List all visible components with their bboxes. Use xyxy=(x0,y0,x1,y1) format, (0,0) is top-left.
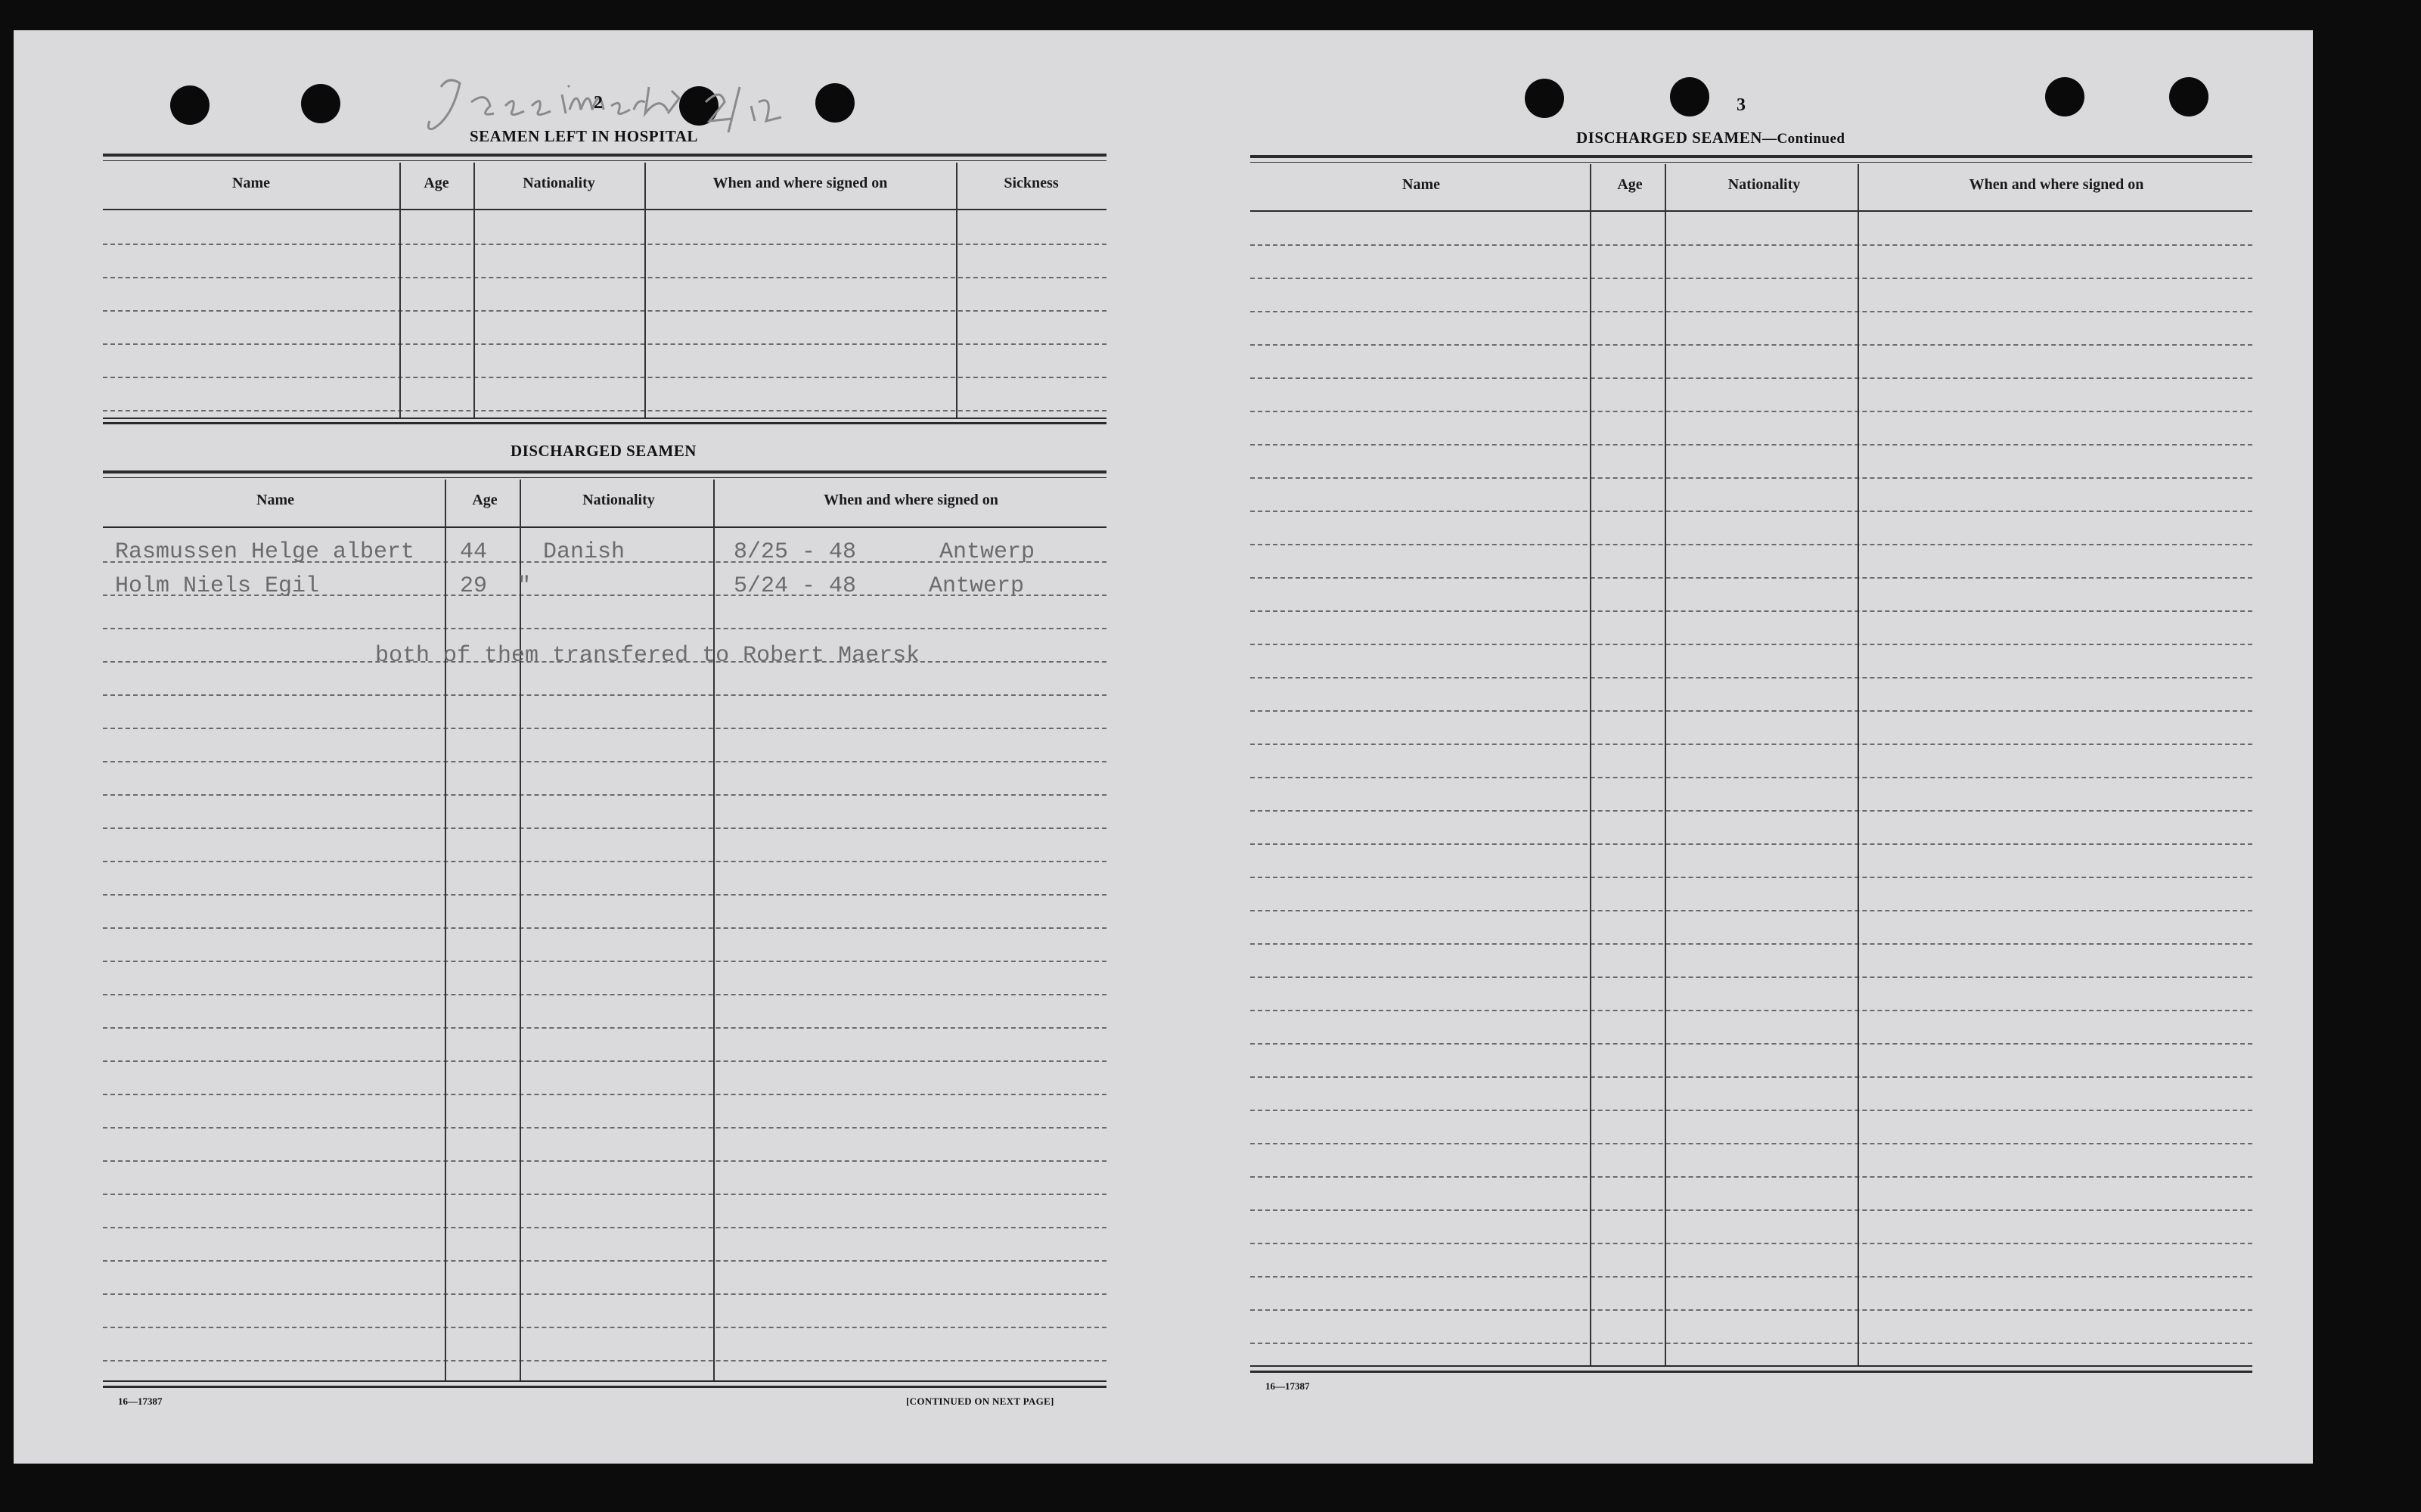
dotted-line xyxy=(1250,877,2252,878)
dotted-line xyxy=(1250,1010,2252,1011)
dotted-line xyxy=(103,1360,1107,1361)
dotted-line xyxy=(1250,377,2252,379)
rule xyxy=(1250,1371,2252,1373)
continued-col-name: Name xyxy=(1402,176,1440,193)
dotted-line xyxy=(103,894,1107,896)
seaman-1-date: 8/25 - 48 xyxy=(734,539,857,565)
column-divider xyxy=(445,480,446,1380)
punch-hole xyxy=(2169,77,2208,116)
dotted-line xyxy=(1250,1110,2252,1111)
discharged-section-title: DISCHARGED SEAMEN xyxy=(511,442,697,460)
dotted-line xyxy=(103,994,1107,995)
dotted-line xyxy=(1250,344,2252,346)
discharged-continued-title xyxy=(1576,129,1845,147)
punch-hole xyxy=(1670,77,1709,116)
seaman-1-age: 44 xyxy=(460,539,488,565)
rule xyxy=(103,160,1107,161)
rule xyxy=(103,470,1107,473)
column-divider xyxy=(399,163,401,418)
dotted-line xyxy=(103,761,1107,762)
dotted-line xyxy=(1250,744,2252,745)
dotted-line xyxy=(103,1227,1107,1228)
dotted-line xyxy=(1250,1076,2252,1078)
seaman-2-place: Antwerp xyxy=(929,573,1025,599)
dotted-line xyxy=(103,861,1107,862)
rule xyxy=(103,418,1107,419)
dotted-line xyxy=(1250,1343,2252,1344)
form-number-right: 16—17387 xyxy=(1265,1380,1310,1392)
dotted-line xyxy=(1250,710,2252,712)
form-number-left: 16—17387 xyxy=(118,1396,163,1407)
seaman-2-age: 29 xyxy=(460,573,488,599)
dotted-line xyxy=(1250,843,2252,845)
dotted-line xyxy=(1250,577,2252,579)
dotted-line xyxy=(1250,810,2252,812)
dotted-line xyxy=(103,961,1107,962)
dotted-line xyxy=(1250,1143,2252,1144)
discharged-col-age: Age xyxy=(472,492,498,508)
dotted-line xyxy=(103,1127,1107,1129)
rule xyxy=(1250,155,2252,158)
seaman-2-name: Holm Niels Egil xyxy=(115,573,320,599)
page-number-left: 2 xyxy=(594,93,603,113)
rule xyxy=(1250,1365,2252,1367)
dotted-line xyxy=(1250,943,2252,945)
punch-hole xyxy=(301,84,340,123)
transfer-note: both of them transfered to Robert Maersk xyxy=(375,643,920,669)
dotted-line xyxy=(1250,677,2252,678)
rule xyxy=(1250,210,2252,212)
rule xyxy=(1250,162,2252,163)
seaman-1-place: Antwerp xyxy=(939,539,1035,565)
continued-suffix: —Continued xyxy=(1761,131,1845,147)
dotted-line xyxy=(1250,610,2252,612)
column-divider xyxy=(473,163,475,418)
column-divider xyxy=(956,163,958,418)
dotted-line xyxy=(1250,544,2252,545)
discharged-continued-title-main: DISCHARGED SEAMEN xyxy=(1576,129,1762,147)
column-divider xyxy=(520,480,521,1380)
punch-hole xyxy=(1525,79,1564,118)
dotted-line xyxy=(103,1060,1107,1062)
discharged-col-nationality: Nationality xyxy=(582,492,655,508)
seaman-2-date: 5/24 - 48 xyxy=(734,573,857,599)
dotted-line xyxy=(103,1327,1107,1328)
hospital-col-age: Age xyxy=(424,175,449,191)
rule xyxy=(103,422,1107,424)
punch-hole xyxy=(2045,77,2084,116)
dotted-line xyxy=(1250,910,2252,911)
dotted-line xyxy=(1250,976,2252,978)
dotted-line xyxy=(103,628,1107,629)
dotted-line xyxy=(103,728,1107,729)
hospital-col-nationality: Nationality xyxy=(523,175,595,191)
seaman-1-name: Rasmussen Helge albert xyxy=(115,539,415,565)
dotted-line xyxy=(1250,278,2252,279)
dotted-line xyxy=(1250,444,2252,446)
dotted-line xyxy=(1250,1309,2252,1311)
document-sheet xyxy=(14,30,2313,1464)
dotted-line xyxy=(1250,1243,2252,1244)
column-divider xyxy=(644,163,646,418)
hospital-col-sickness: Sickness xyxy=(1004,175,1059,191)
rule xyxy=(103,526,1107,528)
dotted-line xyxy=(103,1293,1107,1295)
dotted-line xyxy=(103,1194,1107,1195)
continued-note: [CONTINUED ON NEXT PAGE] xyxy=(906,1396,1054,1407)
dotted-line xyxy=(103,1094,1107,1095)
punch-hole xyxy=(170,85,210,125)
hospital-col-name: Name xyxy=(232,175,270,191)
page-number-right: 3 xyxy=(1737,95,1746,115)
dotted-line xyxy=(103,1160,1107,1162)
rule xyxy=(103,477,1107,478)
dotted-line xyxy=(103,1260,1107,1262)
hospital-section-title: SEAMEN LEFT IN HOSPITAL xyxy=(470,127,698,145)
rule xyxy=(103,1380,1107,1382)
dotted-line xyxy=(1250,644,2252,645)
continued-col-nationality: Nationality xyxy=(1727,176,1801,193)
dotted-line xyxy=(103,1027,1107,1029)
dotted-line xyxy=(1250,477,2252,479)
dotted-line xyxy=(103,794,1107,796)
column-divider xyxy=(1665,164,1666,1365)
column-divider xyxy=(1858,164,1859,1365)
dotted-line xyxy=(103,694,1107,696)
column-divider xyxy=(1590,164,1591,1365)
seaman-2-nationality: " xyxy=(517,573,532,599)
dotted-line xyxy=(1250,311,2252,312)
dotted-line xyxy=(1250,411,2252,412)
hospital-col-when-where: When and where signed on xyxy=(712,175,888,191)
continued-col-when-where: When and where signed on xyxy=(1969,176,2144,193)
continued-col-age: Age xyxy=(1617,176,1643,193)
dotted-line xyxy=(1250,1276,2252,1278)
column-divider xyxy=(713,480,715,1380)
seaman-1-nationality: Danish xyxy=(543,539,625,565)
dotted-line xyxy=(103,827,1107,829)
dotted-line xyxy=(1250,1176,2252,1178)
rule xyxy=(103,1386,1107,1388)
rule xyxy=(103,154,1107,157)
discharged-col-when-where: When and where signed on xyxy=(824,492,998,508)
dotted-line xyxy=(1250,1043,2252,1045)
dotted-line xyxy=(1250,244,2252,246)
dotted-line xyxy=(1250,1209,2252,1211)
dotted-line xyxy=(1250,777,2252,778)
dotted-line xyxy=(103,927,1107,929)
discharged-col-name: Name xyxy=(256,492,294,508)
dotted-line xyxy=(1250,511,2252,512)
